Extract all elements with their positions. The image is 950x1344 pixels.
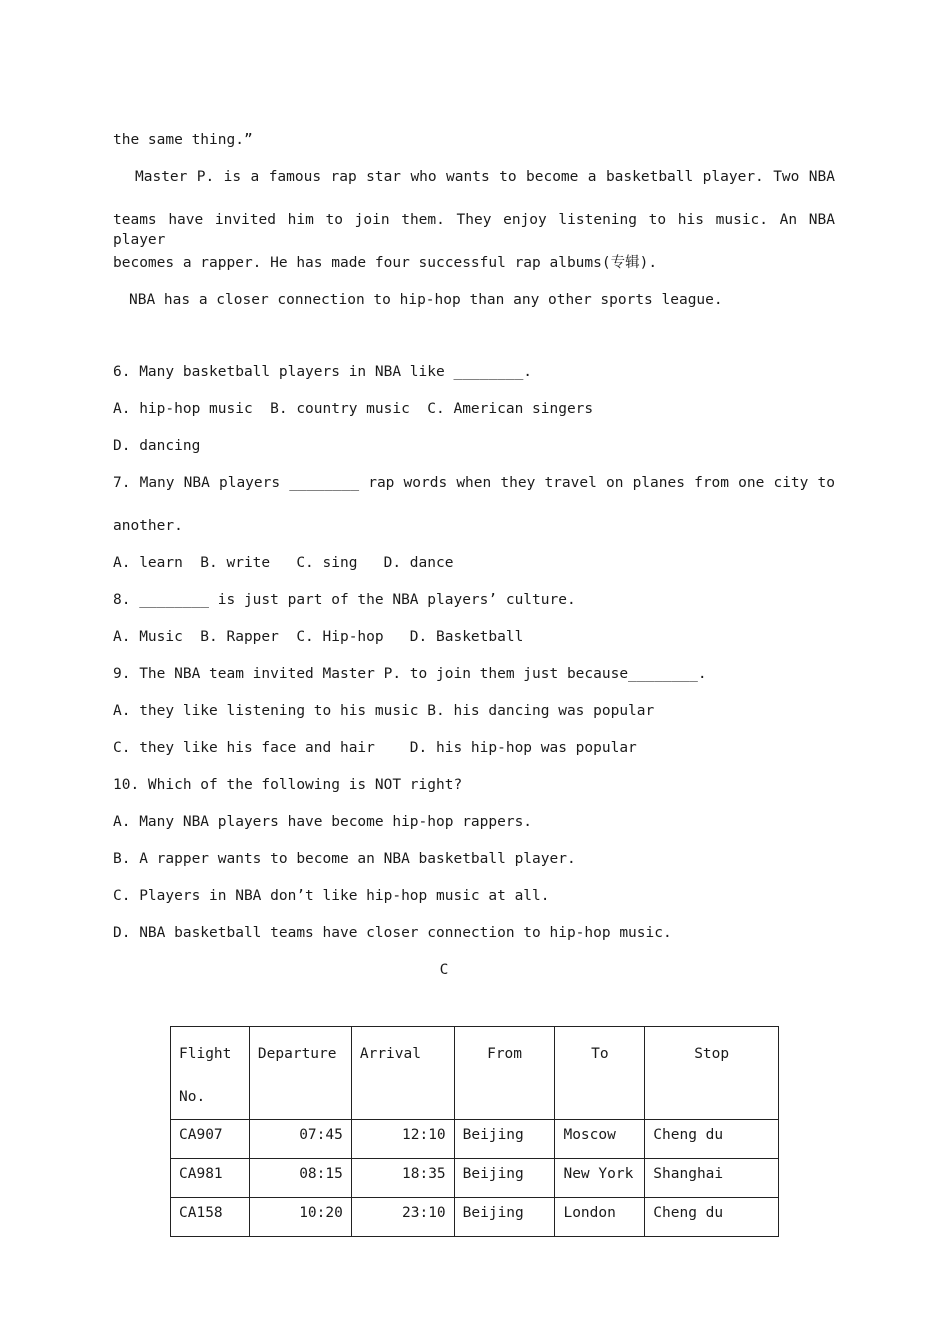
table-header-row bbox=[171, 1027, 779, 1120]
question-6-options: D. dancing bbox=[113, 438, 201, 454]
question-10-option-d: D. NBA basketball teams have closer connection to hip-hop music. bbox=[113, 925, 672, 941]
column-header-departure: Departure bbox=[249, 1027, 351, 1120]
table-cell: 23:10 bbox=[351, 1198, 454, 1237]
question-10-option-c: C. Players in NBA don’t like hip-hop music at all. bbox=[113, 888, 550, 904]
column-header-arrival: Arrival bbox=[351, 1027, 454, 1120]
table-cell: 18:35 bbox=[351, 1159, 454, 1198]
section-label: C bbox=[439, 962, 449, 978]
table-cell: Cheng du bbox=[645, 1120, 779, 1159]
question-7-stem: another. bbox=[113, 518, 183, 534]
flight-table bbox=[170, 1026, 779, 1237]
table-cell: CA981 bbox=[171, 1159, 250, 1198]
table-cell: Shanghai bbox=[645, 1159, 779, 1198]
question-9-options: C. they like his face and hair D. his hip-hop was popular bbox=[113, 740, 637, 756]
passage-line: NBA has a closer connection to hip-hop than any other sports league. bbox=[129, 292, 723, 308]
table-row bbox=[171, 1198, 779, 1237]
question-8-stem: 8. ________ is just part of the NBA players’ culture. bbox=[113, 592, 576, 608]
table-row bbox=[171, 1120, 779, 1159]
column-header-from: From bbox=[454, 1027, 555, 1120]
table-cell: 08:15 bbox=[249, 1159, 351, 1198]
column-header-flight bbox=[171, 1027, 250, 1120]
table-row bbox=[171, 1159, 779, 1198]
table-cell: Cheng du bbox=[645, 1198, 779, 1237]
table-cell: Beijing bbox=[454, 1159, 555, 1198]
passage-line: the same thing.” bbox=[113, 132, 253, 148]
passage-line: Master P. is a famous rap star who wants to become a basketball player. Two NBA bbox=[135, 169, 835, 185]
column-header-to: To bbox=[555, 1027, 645, 1120]
question-10-stem: 10. Which of the following is NOT right? bbox=[113, 777, 463, 793]
question-10-option-b: B. A rapper wants to become an NBA basketball player. bbox=[113, 851, 576, 867]
table-cell: Beijing bbox=[454, 1120, 555, 1159]
question-6-stem: 6. Many basketball players in NBA like ________. bbox=[113, 364, 533, 380]
question-7-stem: 7. Many NBA players ________ rap words when they travel on planes from one city to bbox=[113, 475, 835, 491]
table-cell: CA158 bbox=[171, 1198, 250, 1237]
question-7-options: A. learn B. write C. sing D. dance bbox=[113, 555, 454, 571]
table-cell: 10:20 bbox=[249, 1198, 351, 1237]
question-8-options: A. Music B. Rapper C. Hip-hop D. Basketball bbox=[113, 629, 524, 645]
table-cell: CA907 bbox=[171, 1120, 250, 1159]
table-cell: Beijing bbox=[454, 1198, 555, 1237]
table-cell: London bbox=[555, 1198, 645, 1237]
table-cell: Moscow bbox=[555, 1120, 645, 1159]
table-cell: 12:10 bbox=[351, 1120, 454, 1159]
header-text: No. bbox=[179, 1089, 206, 1105]
passage-line: becomes a rapper. He has made four successful rap albums(专辑). bbox=[113, 255, 658, 271]
table-cell: New York bbox=[555, 1159, 645, 1198]
question-9-options: A. they like listening to his music B. his dancing was popular bbox=[113, 703, 655, 719]
table-cell: 07:45 bbox=[249, 1120, 351, 1159]
header-text: Flight bbox=[179, 1046, 232, 1062]
passage-line: teams have invited him to join them. They enjoy listening to his music. An NBA player bbox=[113, 212, 835, 248]
question-9-stem: 9. The NBA team invited Master P. to join them just because________. bbox=[113, 666, 707, 682]
question-10-option-a: A. Many NBA players have become hip-hop rappers. bbox=[113, 814, 533, 830]
column-header-stop: Stop bbox=[645, 1027, 779, 1120]
question-6-options: A. hip-hop music B. country music C. American singers bbox=[113, 401, 594, 417]
